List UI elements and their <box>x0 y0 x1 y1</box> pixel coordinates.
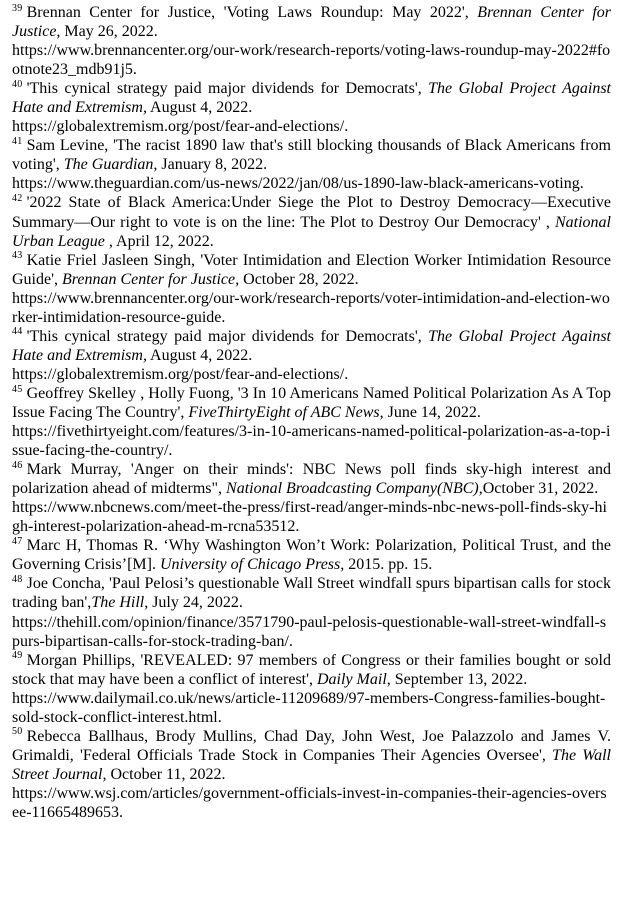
source-title: The Global Project Against Hate and Extremism, <box>12 327 611 364</box>
citation-text: Rebecca Ballhaus, Brody Mullins, Chad Day, John West, Joe Palazzolo and James V. Grimaldi, 'Federal Officials Trade Stock in Companies Their Agencies Oversee', <box>12 727 611 764</box>
citation-text: , April 12, 2022. <box>104 232 214 250</box>
source-title: University of Chicago Press <box>159 556 341 574</box>
citation-text: 'This cynical strategy paid major dividends for Democrats', <box>26 327 429 345</box>
footnote-47 <box>12 536 611 574</box>
citation-text: July 24, 2022. <box>148 594 243 612</box>
footnote-43 <box>12 251 611 327</box>
citation-text: October 11, 2022. <box>106 765 226 783</box>
footnote-number: 39 <box>12 2 23 14</box>
footnote-44 <box>12 327 611 384</box>
citation-url: https://www.wsj.com/articles/government-officials-invest-in-companies-their-agencies-oversee-11665489653. <box>12 784 607 821</box>
citation-text: , September 13, 2022. <box>386 670 528 688</box>
footnote-number: 49 <box>12 650 23 662</box>
citation-url: https://www.nbcnews.com/meet-the-press/first-read/anger-minds-nbc-news-poll-finds-sky-high-interest-polarization-ahead-m-rcna53512. <box>12 499 607 536</box>
footnote-48 <box>12 574 611 650</box>
citation-text: August 4, 2022. <box>146 99 253 117</box>
citation-url: https://globalextremism.org/post/fear-and-elections/. <box>12 365 349 383</box>
footnote-number: 43 <box>12 250 23 262</box>
footnote-number: 42 <box>12 193 23 205</box>
citation-url: https://thehill.com/opinion/finance/3571790-paul-pelosis-questionable-wall-street-windfall-spurs-bipartisan-calls-for-stock-trading-ban/. <box>12 613 607 650</box>
footnote-number: 40 <box>12 78 23 90</box>
citation-text: Brennan Center for Justice, 'Voting Laws Roundup: May 2022', <box>26 4 478 21</box>
footnote-number: 45 <box>12 383 23 395</box>
citation-text: Katie Friel Jasleen Singh, 'Voter Intimidation and Election Worker Intimidation Resource Guide', <box>12 251 611 288</box>
source-title: The Global Project Against Hate and Extremism, <box>12 80 611 117</box>
footnote-number: 41 <box>12 136 23 147</box>
citation-text: Marc H, Thomas R. ‘Why Washington Won’t Work: Polarization, Political Trust, and the Governing Crisis’[M]. <box>12 537 611 574</box>
citation-url: https://www.brennancenter.org/our-work/research-reports/voting-laws-roundup-may-2022#footnote23_mdb91j5. <box>12 42 611 79</box>
citation-text: Geoffrey Skelley , Holly Fuong, '3 In 10 Americans Named Political Polarization As A Top Issue Facing The Country', <box>12 384 611 421</box>
footnote-number: 47 <box>12 535 23 547</box>
citation-text: Morgan Phillips, 'REVEALED: 97 members of Congress or their families bought or sold stock that may have been a conflict of interest', <box>12 651 611 688</box>
source-title: Brennan Center for Justice, <box>61 270 240 288</box>
source-title: FiveThirtyEight of ABC News, <box>188 403 384 421</box>
source-title: National Broadcasting Company(NBC), <box>226 480 483 498</box>
source-title: National Urban League <box>12 213 611 250</box>
citation-text: August 4, 2022. <box>146 346 253 364</box>
citation-text: October 31, 2022. <box>482 480 599 498</box>
footnote-40 <box>12 79 611 136</box>
source-title: Brennan Center for Justice, <box>12 4 611 41</box>
footnote-42 <box>12 193 611 250</box>
citation-text: '2022 State of Black America:Under Siege the Plot to Destroy Democracy—Executive Summary—Our right to vote is on the line: The Plot to Destroy Our Democracy' , <box>12 194 611 231</box>
footnote-number: 44 <box>12 326 23 338</box>
citation-url: https://fivethirtyeight.com/features/3-in-10-americans-named-political-polarization-as-a-top-issue-facing-the-country/. <box>12 423 611 460</box>
citation-text: Sam Levine, 'The racist 1890 law that's still blocking thousands of Black Americans from voting', <box>12 137 611 174</box>
footnote-number: 46 <box>12 459 23 471</box>
footnote-number: 50 <box>12 726 23 738</box>
citation-url: https://www.dailymail.co.uk/news/article-11209689/97-members-Congress-families-bought-sold-stock-conflict-interest.html. <box>12 689 606 726</box>
source-title: The Wall Street Journal, <box>12 746 612 783</box>
source-title: The Hill, <box>91 594 149 612</box>
source-title: The Guardian, <box>63 156 158 174</box>
citation-text: Mark Murray, 'Anger on their minds': NBC News poll finds sky-high interest and polarization ahead of midterms", <box>12 461 611 498</box>
footnote-41 <box>12 136 611 193</box>
citation-text: 'This cynical strategy paid major dividends for Democrats', <box>26 80 429 98</box>
footnote-50 <box>12 727 611 822</box>
citation-url: https://www.theguardian.com/us-news/2022/jan/08/us-1890-law-black-americans-voting. <box>12 175 584 193</box>
citation-url: https://www.brennancenter.org/our-work/research-reports/voter-intimidation-and-election-worker-intimidation-resource-guide. <box>12 289 610 326</box>
source-title: Daily Mail <box>317 670 387 688</box>
citation-url: https://globalextremism.org/post/fear-and-elections/. <box>12 118 349 136</box>
citation-text: October 28, 2022. <box>239 270 359 288</box>
citation-text: May 26, 2022. <box>60 23 158 41</box>
footnotes-list <box>12 3 611 822</box>
citation-text: Joe Concha, 'Paul Pelosi’s questionable Wall Street windfall spurs bipartisan calls for stock trading ban', <box>12 575 611 612</box>
footnote-number: 48 <box>12 574 23 586</box>
footnote-39 <box>12 3 611 79</box>
citation-text: June 14, 2022. <box>383 403 481 421</box>
citation-text: , 2015. pp. 15. <box>340 556 433 574</box>
footnote-46 <box>12 460 611 536</box>
footnote-49 <box>12 651 611 727</box>
footnote-45 <box>12 384 611 460</box>
citation-text: January 8, 2022. <box>157 156 268 174</box>
